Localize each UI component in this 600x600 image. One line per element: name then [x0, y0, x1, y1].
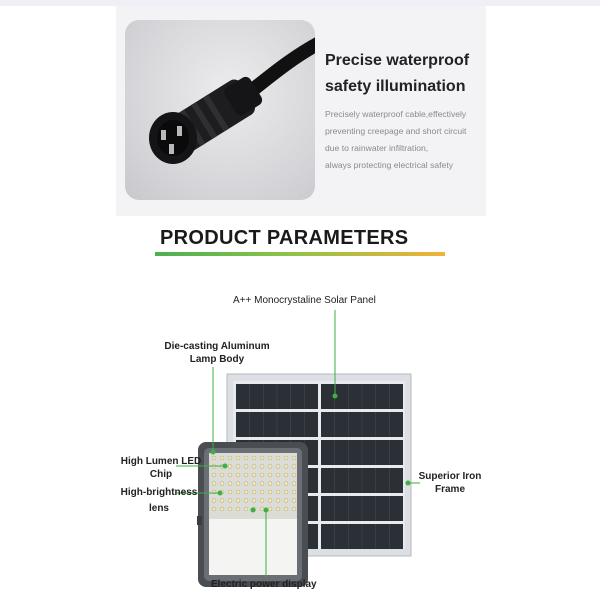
callout-iron-frame-line-1: Superior Iron: [418, 471, 482, 482]
led-chip: [292, 507, 296, 511]
led-chip: [244, 465, 248, 469]
led-chip: [212, 456, 216, 460]
led-chip: [236, 465, 240, 469]
callout-lamp-body: [163, 340, 271, 366]
led-chip: [244, 456, 248, 460]
led-chip: [244, 473, 248, 477]
feature-description-line: due to rainwater infiltration,: [325, 143, 429, 153]
led-chip: [284, 456, 288, 460]
led-chip: [276, 507, 280, 511]
led-chip: [260, 465, 264, 469]
led-chip: [276, 499, 280, 503]
led-chip: [244, 499, 248, 503]
led-chip: [212, 482, 216, 486]
led-chip: [228, 482, 232, 486]
led-chip: [220, 473, 224, 477]
led-chip: [292, 473, 296, 477]
led-chip: [284, 490, 288, 494]
led-chip: [268, 490, 272, 494]
led-chip: [284, 473, 288, 477]
callout-lens-line-1: High-brightness: [120, 487, 198, 498]
led-chip: [228, 507, 232, 511]
led-chip: [260, 482, 264, 486]
led-chip: [276, 465, 280, 469]
led-chip: [276, 490, 280, 494]
led-chip: [212, 473, 216, 477]
led-chip: [212, 507, 216, 511]
led-chip: [236, 456, 240, 460]
led-chip: [236, 482, 240, 486]
led-chip: [268, 482, 272, 486]
led-chip: [244, 490, 248, 494]
callout-lens-line-2: lens: [148, 503, 169, 514]
led-chip: [220, 499, 224, 503]
led-chip: [284, 465, 288, 469]
led-chip: [268, 507, 272, 511]
led-chip: [212, 499, 216, 503]
led-chip: [276, 456, 280, 460]
led-chip: [284, 482, 288, 486]
led-chip: [236, 499, 240, 503]
led-chip: [260, 473, 264, 477]
led-chip: [236, 473, 240, 477]
feature-title-line-2: safety illumination: [325, 78, 466, 95]
feature-description-line: Precisely waterproof cable,effectively: [325, 109, 467, 119]
led-chip: [228, 465, 232, 469]
led-chip: [244, 482, 248, 486]
led-chip: [292, 482, 296, 486]
callout-lens: [114, 485, 204, 517]
callout-led-chip-line-1: High Lumen LED: [120, 456, 202, 467]
led-chip: [228, 499, 232, 503]
led-chip: [252, 465, 256, 469]
led-chip: [292, 499, 296, 503]
feature-description-line: always protecting electrical safety: [325, 160, 454, 170]
led-chip: [220, 456, 224, 460]
led-chip: [284, 507, 288, 511]
led-chip: [292, 456, 296, 460]
led-chip: [260, 507, 264, 511]
flood-light: [197, 442, 308, 587]
led-chip: [268, 499, 272, 503]
led-chip: [252, 473, 256, 477]
feature-title-line-1: Precise waterproof: [325, 52, 470, 69]
led-chip: [252, 456, 256, 460]
callout-lamp-body-line-1: Die-casting Aluminum: [164, 341, 270, 352]
feature-description-line: preventing creepage and short circuit: [325, 126, 467, 136]
led-chip: [260, 456, 264, 460]
led-chip: [268, 456, 272, 460]
led-chip: [260, 499, 264, 503]
led-chip: [228, 456, 232, 460]
led-chip: [284, 499, 288, 503]
callout-iron-frame-line-2: Frame: [434, 484, 465, 495]
callout-led-chip-line-2: Chip: [149, 469, 173, 480]
led-chip: [236, 490, 240, 494]
led-chip: [244, 507, 248, 511]
led-chip: [268, 473, 272, 477]
led-chip: [292, 465, 296, 469]
led-chip: [252, 490, 256, 494]
led-chip: [252, 482, 256, 486]
led-chip: [276, 473, 280, 477]
led-chip: [252, 499, 256, 503]
led-chip: [228, 490, 232, 494]
callout-led-chip: [118, 455, 204, 481]
callout-solar-panel: A++ Monocrystaline Solar Panel: [233, 295, 376, 306]
callout-iron-frame: [415, 470, 485, 496]
led-chip: [268, 465, 272, 469]
callout-lamp-body-line-2: Lamp Body: [189, 354, 245, 365]
section-title: PRODUCT PARAMETERS: [160, 227, 409, 249]
led-chip: [260, 490, 264, 494]
led-chip: [292, 490, 296, 494]
led-chip: [220, 507, 224, 511]
led-chip: [220, 482, 224, 486]
led-chip: [236, 507, 240, 511]
callout-power-display: Electric power display: [211, 579, 317, 590]
led-chip: [228, 473, 232, 477]
led-chip: [276, 482, 280, 486]
